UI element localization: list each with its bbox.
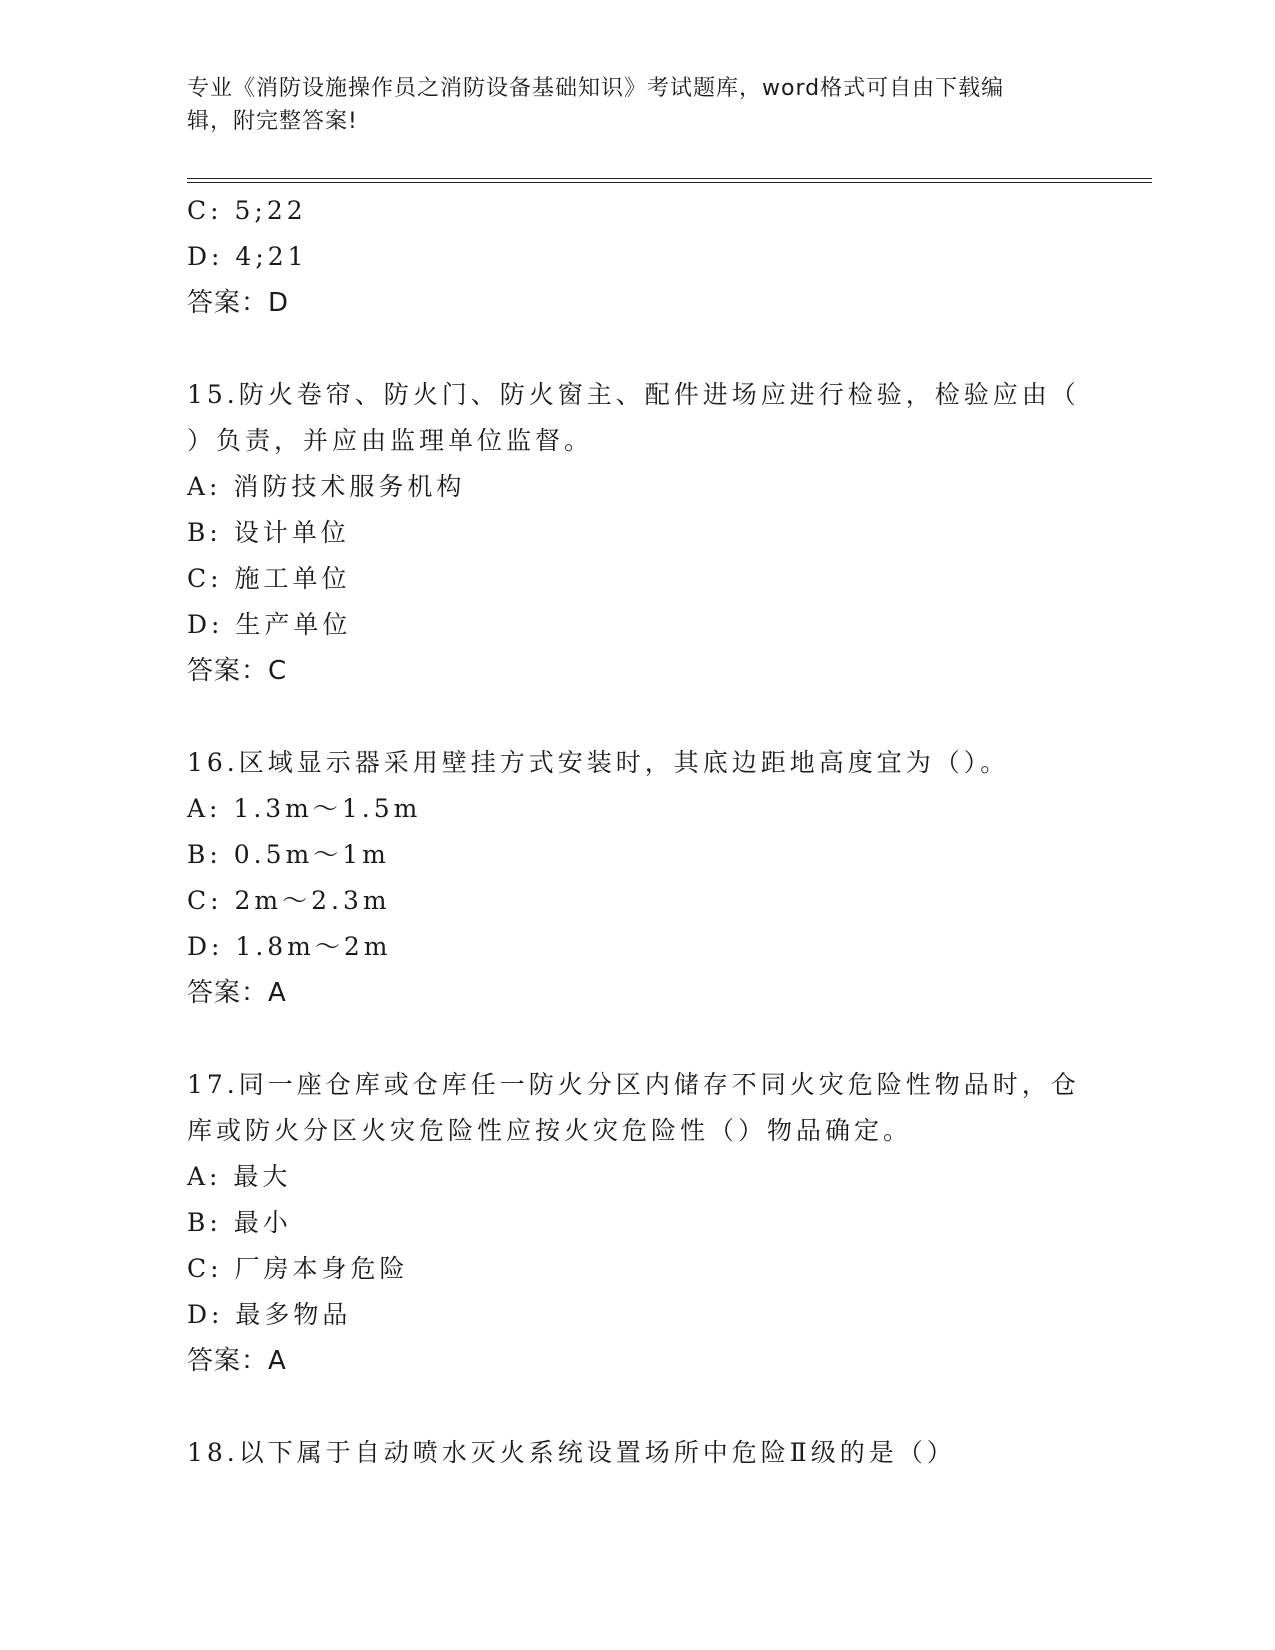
question-text-line-1: 17.同一座仓库或仓库任一防火分区内储存不同火灾危险性物品时，仓	[187, 1070, 1080, 1099]
header-line-1: 专业《消防设施操作员之消防设备基础知识》考试题库，word格式可自由下载编	[187, 76, 1005, 101]
spacer	[187, 1384, 1087, 1430]
question-16	[187, 740, 1087, 1016]
prev-question-block	[187, 188, 1087, 326]
option-c: C: 施工单位	[187, 564, 351, 593]
spacer	[187, 1016, 1087, 1062]
question-17	[187, 1062, 1087, 1384]
document-body	[187, 188, 1087, 1476]
question-15	[187, 372, 1087, 694]
answer-line: 答案：D	[187, 288, 290, 318]
question-text-line-2: ）负责，并应由监理单位监督。	[187, 426, 594, 455]
option-c: C: 5;22	[187, 196, 307, 225]
header-line-2: 辑，附完整答案!	[187, 109, 358, 134]
question-text-line-2: 库或防火分区火灾危险性应按火灾危险性（）物品确定。	[187, 1116, 913, 1145]
option-d: D: 4;21	[187, 242, 308, 271]
question-text-line-1: 18.以下属于自动喷水灭火系统设置场所中危险Ⅱ级的是（）	[187, 1438, 956, 1467]
option-b: B: 最小	[187, 1208, 292, 1237]
option-a: A: 消防技术服务机构	[187, 472, 466, 501]
question-text-line-1: 16.区域显示器采用壁挂方式安装时，其底边距地高度宜为（）。	[187, 748, 1010, 777]
answer-line: 答案：C	[187, 656, 288, 686]
spacer	[187, 694, 1087, 740]
document-header	[187, 72, 1067, 138]
option-c: C: 2m～2.3m	[187, 886, 391, 915]
answer-line: 答案：A	[187, 1346, 287, 1376]
option-b: B: 设计单位	[187, 518, 350, 547]
option-d: D: 最多物品	[187, 1300, 352, 1329]
option-b: B: 0.5m～1m	[187, 840, 390, 869]
option-a: A: 最大	[187, 1162, 292, 1191]
option-d: D: 生产单位	[187, 610, 352, 639]
option-a: A: 1.3m～1.5m	[187, 794, 422, 823]
question-text-line-1: 15.防火卷帘、防火门、防火窗主、配件进场应进行检验，检验应由（	[187, 380, 1080, 409]
answer-line: 答案：A	[187, 978, 287, 1008]
header-rule-bottom	[187, 182, 1152, 183]
header-rule-top	[187, 178, 1152, 179]
option-c: C: 厂房本身危险	[187, 1254, 409, 1283]
option-d: D: 1.8m～2m	[187, 932, 392, 961]
question-18	[187, 1430, 1087, 1476]
spacer	[187, 326, 1087, 372]
